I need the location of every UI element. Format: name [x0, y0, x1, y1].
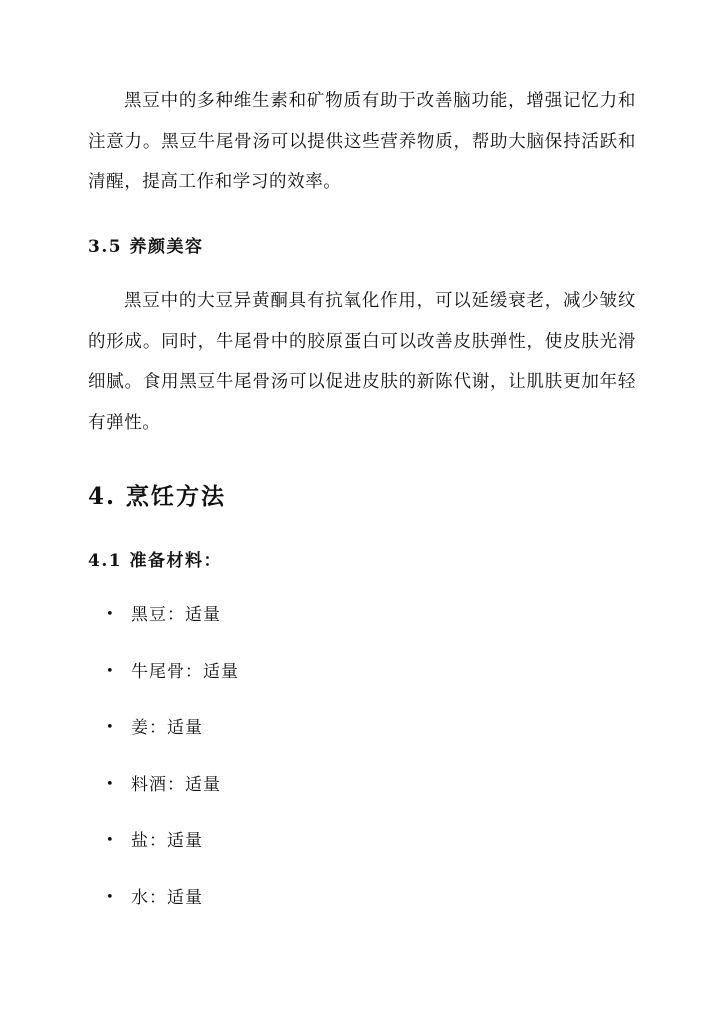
bullet-icon: •	[106, 833, 115, 848]
ingredient-text: 盐：适量	[131, 831, 203, 851]
bullet-icon: •	[106, 720, 115, 735]
bullet-icon: •	[106, 889, 115, 905]
list-item	[106, 770, 239, 827]
heading-4-1-ingredients: 4.1 准备材料：	[88, 551, 222, 571]
list-item	[106, 826, 239, 883]
list-item	[106, 713, 239, 770]
ingredient-text: 牛尾骨：适量	[131, 661, 239, 682]
bullet-icon: •	[106, 663, 115, 679]
ingredient-list	[106, 600, 239, 939]
ingredient-text: 黑豆：适量	[131, 605, 221, 625]
ingredient-text: 料酒：适量	[131, 774, 221, 795]
list-item	[106, 600, 239, 657]
bullet-icon: •	[106, 776, 115, 792]
ingredient-text: 水：适量	[131, 887, 203, 908]
heading-4-cooking-method: 4. 烹饪方法	[88, 483, 227, 510]
list-item	[106, 657, 239, 714]
ingredient-text: 姜：适量	[131, 718, 203, 738]
heading-3-5-beauty: 3.5 养颜美容	[88, 237, 204, 257]
paragraph-beauty: 黑豆中的大豆异黄酮具有抗氧化作用，可以延缓衰老，减少皱纹的形成。同时，牛尾骨中的胶原蛋白可以改善皮肤弹性，使皮肤光滑细腻。食用黑豆牛尾骨汤可以促进皮肤的新陈代谢，让肌肤更加年轻有弹性。	[88, 291, 636, 433]
paragraph-brain-function: 黑豆中的多种维生素和矿物质有助于改善脑功能，增强记忆力和注意力。黑豆牛尾骨汤可以提供这些营养物质，帮助大脑保持活跃和清醒，提高工作和学习的效率。	[88, 91, 636, 192]
bullet-icon: •	[106, 607, 115, 622]
list-item	[106, 883, 239, 940]
